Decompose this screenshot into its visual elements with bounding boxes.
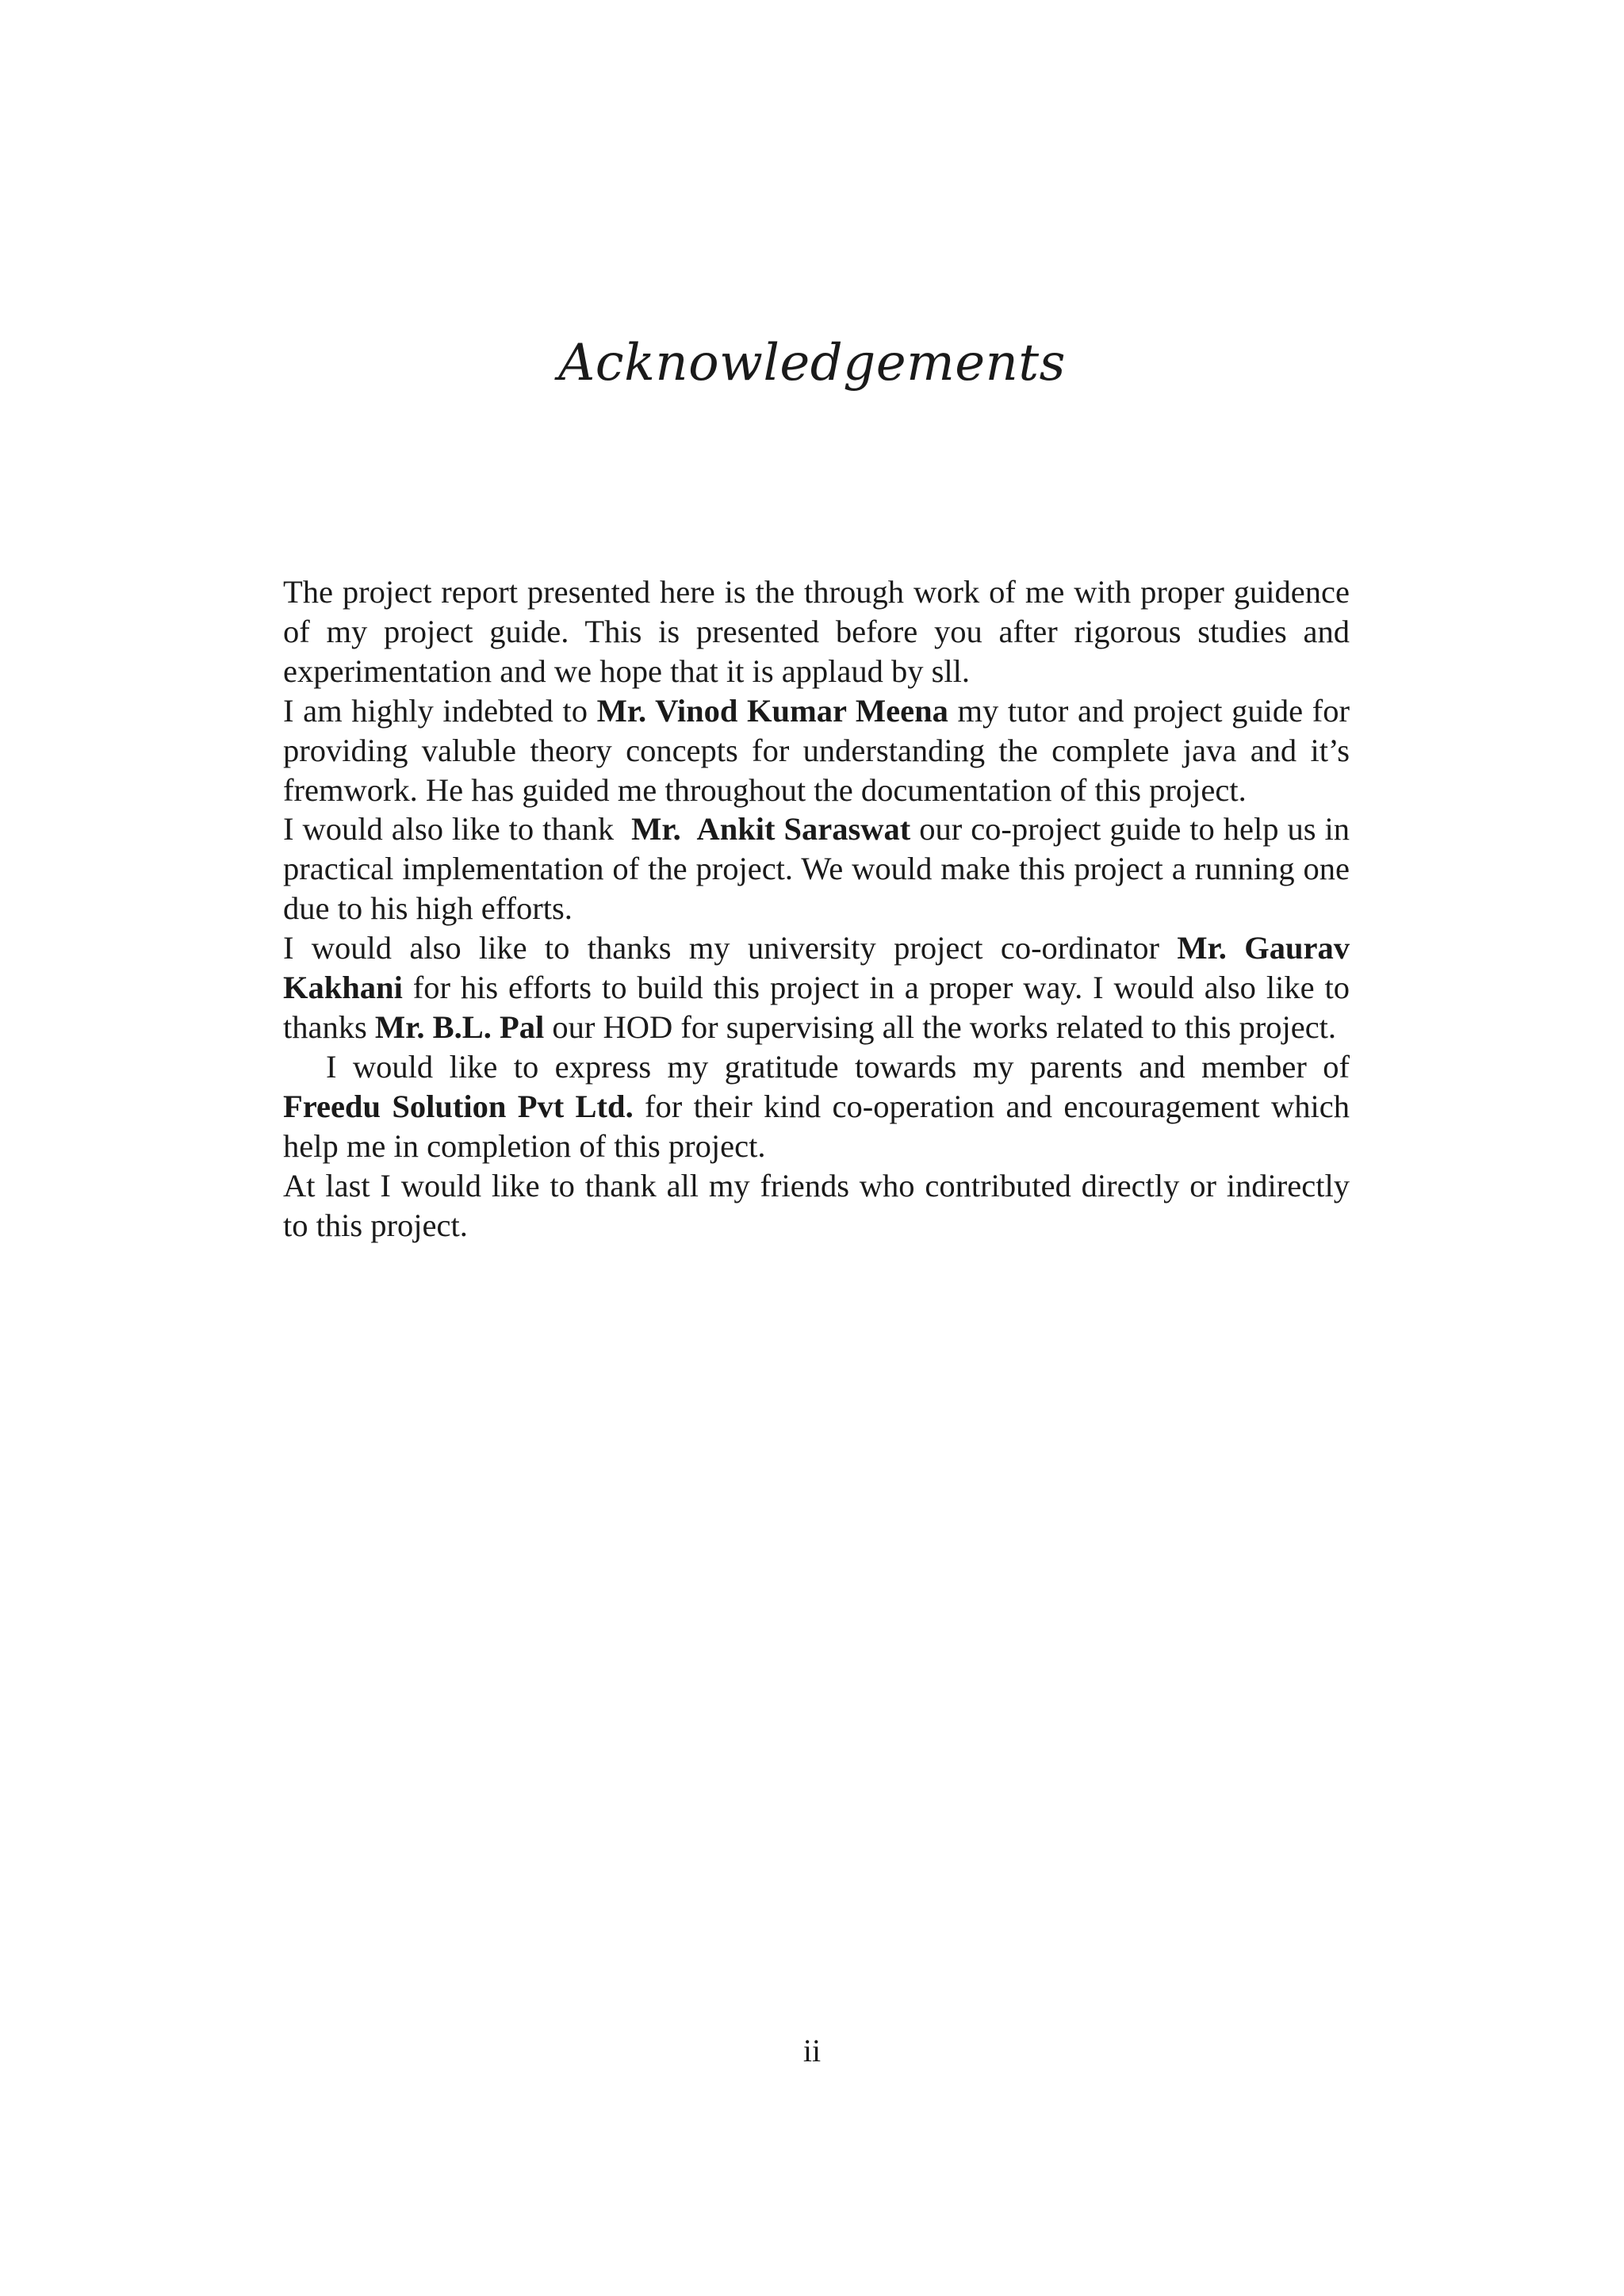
paragraph-text: I would like to express my gratitude towards my parents and member of (326, 1048, 1350, 1085)
paragraph-text: The project report presented here is the through work of me with proper guidence of my project guide. This is presented before you after rigorous studies and experimentation and we hope that it is applaud by sll. (283, 574, 1350, 689)
paragraph-text: I would also like to thanks my university project co-ordinator (283, 930, 1178, 966)
paragraph-text: my tutor and project guide for providing valuble theory concepts for understanding the complete java and it’s fremwork. He has guided me throughout the documentation of this project. (283, 692, 1350, 808)
paragraph-1 (283, 572, 1350, 691)
paragraph-text: our co-project guide to help us in practical implementation of the project. We would make this project a running one due to his high efforts. (283, 811, 1350, 927)
paragraph-text: At last I would like to thank all my friends who contributed directly or indirectly to this project. (283, 1167, 1350, 1243)
person-name-gaurav-kakhani: Mr. Gaurav Kakhani (283, 930, 1350, 1006)
page-number: ii (802, 2033, 822, 2068)
paragraph-text: our HOD for supervising all the works related to this project. (544, 1008, 1337, 1045)
paragraph-6 (283, 1166, 1350, 1246)
paragraph-text: for his efforts to build this project in a proper way. I would also like to thanks (283, 970, 1350, 1045)
acknowledgements-body (283, 572, 1350, 1245)
organization-name: Freedu Solution Pvt Ltd. (283, 1088, 634, 1124)
page-title: Acknowledgements (558, 334, 1066, 392)
paragraph-text: I would also like to thank (283, 811, 632, 848)
paragraph-5 (283, 1047, 1350, 1166)
paragraph-text: I am highly indebted to (283, 692, 597, 729)
person-name-vinod-kumar-meena: Mr. Vinod Kumar Meena (596, 692, 948, 729)
paragraph-text: for their kind co-operation and encouragement which help me in completion of this project. (283, 1088, 1350, 1164)
person-name-ankit-saraswat: Mr. Ankit Saraswat (631, 811, 911, 848)
paragraph-4 (283, 928, 1350, 1047)
paragraph-3 (283, 809, 1350, 928)
paragraph-2 (283, 691, 1350, 810)
person-name-bl-pal: Mr. B.L. Pal (374, 1008, 545, 1045)
